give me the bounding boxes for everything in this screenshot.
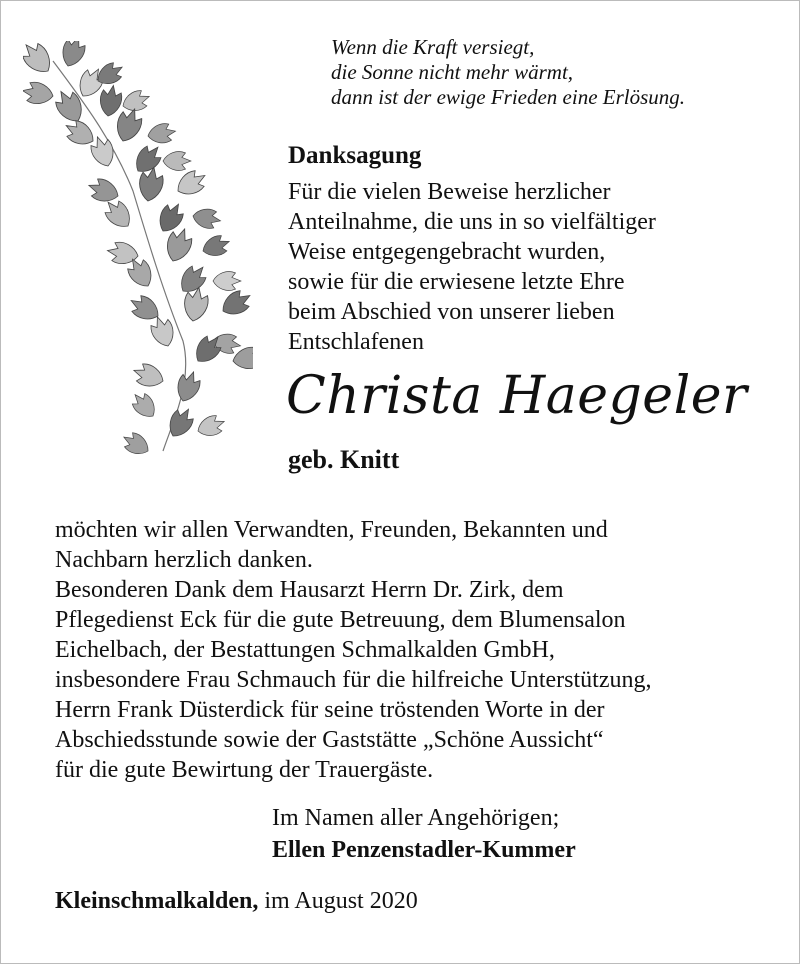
intro-line: Anteilnahme, die uns in so vielfältiger xyxy=(288,209,656,235)
place-date-line xyxy=(55,886,418,916)
place-name: Kleinschmalkalden, xyxy=(55,888,259,914)
intro-line: sowie für die erwiesene letzte Ehre xyxy=(288,269,625,295)
intro-line: Für die vielen Beweise herzlicher xyxy=(288,179,611,205)
body-line: Herrn Frank Düsterdick für seine tröstenden Worte in der xyxy=(55,697,605,723)
notice-heading: Danksagung xyxy=(288,142,422,169)
body-line: Pflegedienst Eck für die gute Betreuung, dem Blumensalon xyxy=(55,607,626,633)
body-line: insbesondere Frau Schmauch für die hilfreiche Unterstützung, xyxy=(55,667,652,693)
date-text: im August 2020 xyxy=(264,888,418,914)
body-line: Besonderen Dank dem Hausarzt Herrn Dr. Zirk, dem xyxy=(55,577,564,603)
deceased-name: Christa Haegeler xyxy=(286,366,748,426)
signature-name: Ellen Penzenstadler-Kummer xyxy=(272,837,576,863)
intro-paragraph xyxy=(288,177,656,357)
ivy-leaves-illustration xyxy=(23,41,253,461)
intro-line: Entschlafenen xyxy=(288,329,424,355)
signature-intro: Im Namen aller Angehörigen; xyxy=(272,805,560,831)
body-line: möchten wir allen Verwandten, Freunden, Bekannten und xyxy=(55,517,608,543)
birth-name: geb. Knitt xyxy=(288,445,400,474)
body-line: für die gute Bewirtung der Trauergäste. xyxy=(55,757,434,783)
body-line: Abschiedsstunde sowie der Gaststätte „Schöne Aussicht“ xyxy=(55,727,604,753)
thanks-paragraph xyxy=(55,515,651,785)
poem-verse xyxy=(331,35,685,110)
poem-line: die Sonne nicht mehr wärmt, xyxy=(331,60,574,84)
body-line: Eichelbach, der Bestattungen Schmalkalden GmbH, xyxy=(55,637,555,663)
poem-line: dann ist der ewige Frieden eine Erlösung. xyxy=(331,85,686,109)
poem-line: Wenn die Kraft versiegt, xyxy=(331,35,535,59)
intro-line: beim Abschied von unserer lieben xyxy=(288,299,615,325)
body-line: Nachbarn herzlich danken. xyxy=(55,547,313,573)
intro-line: Weise entgegengebracht wurden, xyxy=(288,239,606,265)
